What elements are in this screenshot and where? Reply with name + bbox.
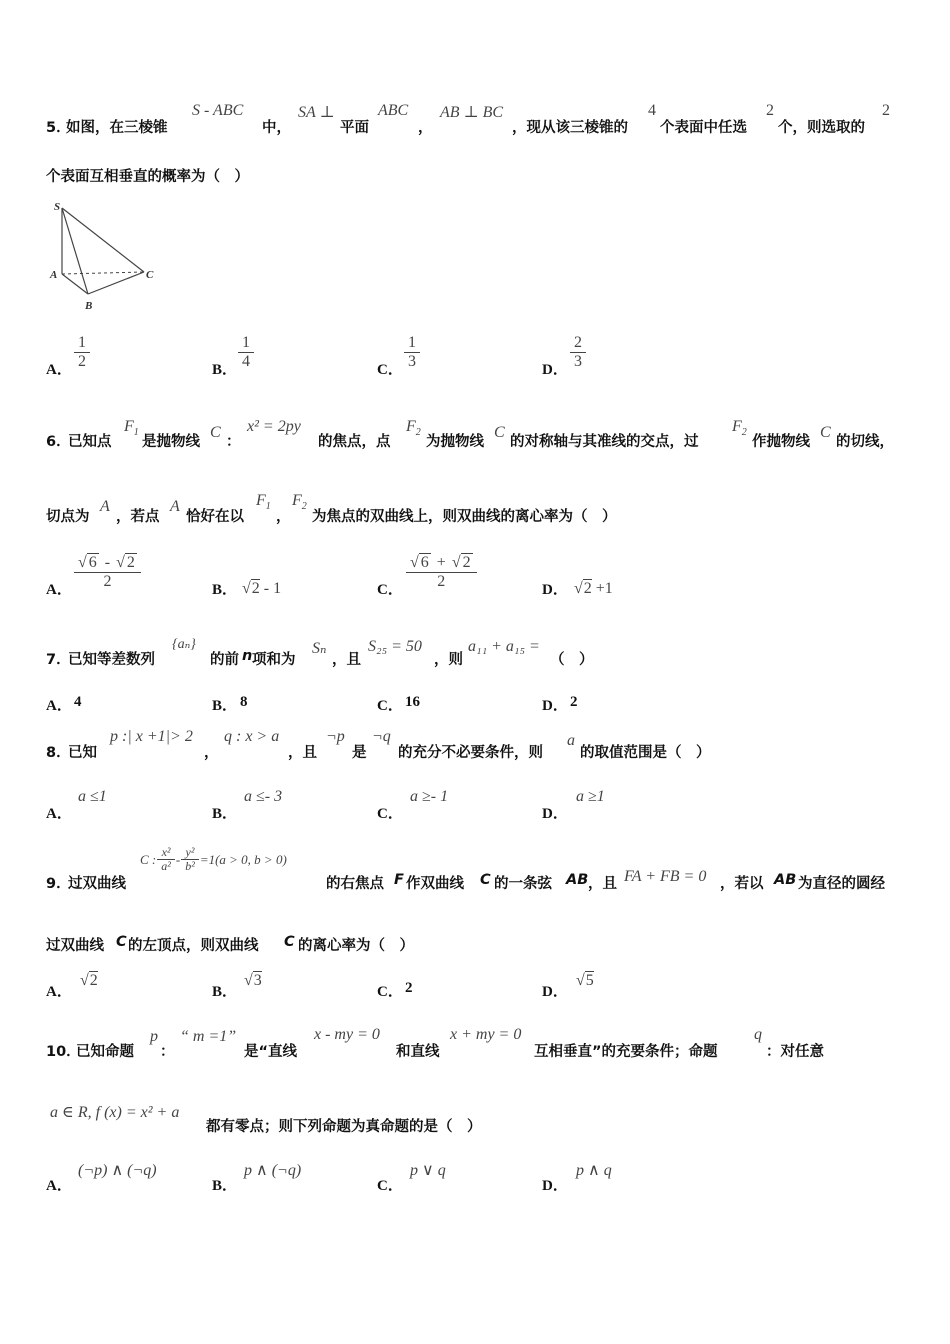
- q6-text-3: ：: [226, 434, 241, 450]
- q8-number: 8．: [46, 745, 71, 761]
- q6-text-4: 的焦点，点: [318, 434, 391, 450]
- q5-d-den: 3: [574, 352, 582, 370]
- q5-option-c-label[interactable]: C．: [377, 362, 403, 378]
- q5-b-den: 4: [242, 352, 250, 370]
- q7-option-c-label[interactable]: C．: [377, 698, 403, 714]
- q9-c-3: C: [284, 934, 295, 950]
- q10-text-6: ：对任意: [766, 1044, 824, 1060]
- q7-option-d-value[interactable]: 2: [570, 694, 578, 710]
- q7-sequence: {aₙ}: [172, 637, 196, 652]
- q8-option-b-label[interactable]: B．: [212, 806, 238, 822]
- q9-option-d-label[interactable]: D．: [542, 984, 568, 1000]
- q7-eq-1: S₂₅ = 50: [368, 638, 422, 655]
- q5-math-3: ABC: [378, 102, 409, 119]
- q7-option-b-label[interactable]: B．: [212, 698, 238, 714]
- q6-f1-2: $F_1$: [256, 492, 271, 513]
- q6-option-d-value[interactable]: √2 +1: [574, 580, 613, 597]
- q7-text-2: 的前: [210, 652, 239, 668]
- q5-option-c-value[interactable]: [406, 334, 418, 370]
- q5-option-d-value[interactable]: [572, 334, 584, 370]
- label-c: C: [146, 269, 154, 281]
- q10-option-c-label[interactable]: C．: [377, 1178, 403, 1194]
- q7-option-c-value[interactable]: 16: [405, 694, 420, 710]
- q9-c-2: C: [116, 934, 127, 950]
- q6-option-c-label[interactable]: C．: [377, 582, 403, 598]
- q9-text-1: 过双曲线: [68, 876, 126, 892]
- q10-option-b-label[interactable]: B．: [212, 1178, 238, 1194]
- q10-option-b-value[interactable]: p ∧ (¬q): [244, 1162, 302, 1179]
- q8-text-6: 的取值范围是（ ）: [580, 745, 711, 761]
- q5-d-num: 2: [574, 334, 582, 351]
- q10-option-d-value[interactable]: p ∧ q: [576, 1162, 612, 1179]
- q6-c-2: C: [494, 424, 505, 441]
- q9-number: 9．: [46, 876, 71, 892]
- q10-function: a ∈ R, f (x) = x² + a: [50, 1104, 180, 1121]
- q10-condition: “ m =1”: [180, 1028, 237, 1045]
- q7-eq-2: a₁₁ + a₁₅ =: [468, 638, 540, 655]
- q5-option-a-value[interactable]: [76, 334, 88, 370]
- q7-text-6: （ ）: [550, 652, 594, 668]
- q5-math-7: 2: [882, 102, 890, 119]
- q9-option-b-value[interactable]: √3: [244, 972, 262, 989]
- q6-option-a-label[interactable]: A．: [46, 582, 72, 598]
- edge-sc: [62, 208, 144, 272]
- q10-text-7: 都有零点；则下列命题为真命题的是（ ）: [206, 1119, 482, 1135]
- q5-text-2: 中，: [262, 120, 291, 136]
- q9-text-3: 作双曲线: [406, 876, 464, 892]
- q9-text-5: ，且: [588, 876, 617, 892]
- q5-math-2: SA ⊥: [298, 104, 335, 121]
- q6-text-10: ，若点: [116, 509, 160, 525]
- q6-text-5: 为抛物线: [426, 434, 484, 450]
- q6-option-b-label[interactable]: B．: [212, 582, 238, 598]
- q5-text-1: 如图，在三棱锥: [66, 120, 168, 136]
- q6-option-d-label[interactable]: D．: [542, 582, 568, 598]
- q5-c-den: 3: [408, 352, 416, 370]
- q8-not-p: ¬p: [326, 728, 345, 745]
- q10-text-1: 已知命题: [76, 1044, 134, 1060]
- q5-option-b-value[interactable]: [240, 334, 252, 370]
- q10-q: q: [754, 1026, 762, 1043]
- q9-option-c-value[interactable]: 2: [405, 980, 413, 996]
- q6-a-2: A: [170, 498, 180, 515]
- q8-text-1: 已知: [68, 745, 97, 761]
- q5-math-4: AB ⊥ BC: [440, 104, 504, 121]
- q7-n: n: [242, 648, 253, 664]
- q5-text-8: 个表面互相垂直的概率为（ ）: [46, 169, 249, 185]
- q5-math-6: 2: [766, 102, 774, 119]
- q7-text-3: 项和为: [252, 652, 296, 668]
- q9-text-9: 的左顶点，则双曲线: [128, 938, 259, 954]
- q5-option-b-label[interactable]: B．: [212, 362, 238, 378]
- q6-f2-3: $F_2$: [292, 492, 307, 513]
- q6-number: 6．: [46, 434, 71, 450]
- q9-option-a-label[interactable]: A．: [46, 984, 72, 1000]
- q10-line-2: x + my = 0: [450, 1026, 522, 1043]
- q9-option-c-label[interactable]: C．: [377, 984, 403, 1000]
- q6-f2-2: $F_2$: [732, 418, 747, 439]
- q5-text-4: ，: [418, 120, 433, 136]
- q5-option-a-label[interactable]: A．: [46, 362, 72, 378]
- q8-text-5: 的充分不必要条件，则: [398, 745, 543, 761]
- pyramid-figure: [48, 196, 160, 316]
- q8-text-2: ，: [204, 745, 219, 761]
- q5-text-3: 平面: [340, 120, 369, 136]
- q8-p: p :| x +1|> 2: [110, 728, 193, 745]
- edge-ac-hidden: [62, 272, 144, 274]
- q7-text-4: ，且: [332, 652, 361, 668]
- q8-q: q : x > a: [224, 728, 280, 745]
- q6-text-8: 的切线，: [836, 434, 894, 450]
- q7-option-d-label[interactable]: D．: [542, 698, 568, 714]
- q9-text-2: 的右焦点: [326, 876, 384, 892]
- q10-option-a-value[interactable]: (¬p) ∧ (¬q): [78, 1162, 157, 1179]
- q5-a-num: 1: [78, 334, 86, 351]
- q8-option-d-label[interactable]: D．: [542, 806, 568, 822]
- q8-option-a-value[interactable]: a ≤1: [78, 788, 107, 805]
- q9-option-b-label[interactable]: B．: [212, 984, 238, 1000]
- q6-f2-1: $F_2$: [406, 418, 421, 439]
- q9-c-1: C: [480, 872, 491, 888]
- q10-text-5: 互相垂直”的充要条件；命题: [534, 1044, 718, 1060]
- q5-b-num: 1: [242, 334, 250, 351]
- q9-ab-1: AB: [566, 872, 589, 888]
- q10-option-a-label[interactable]: A．: [46, 1178, 72, 1194]
- q6-option-a-value[interactable]: √ 6 - √ 2 2: [76, 554, 139, 590]
- q6-text-2: 是抛物线: [142, 434, 200, 450]
- q9-text-8: 过双曲线: [46, 938, 104, 954]
- q6-text-6: 的对称轴与其准线的交点，过: [510, 434, 699, 450]
- q7-option-a-value[interactable]: 4: [74, 694, 82, 710]
- q6-a-1: A: [100, 498, 110, 515]
- q5-number: 5．: [46, 120, 71, 136]
- edge-sb: [62, 208, 88, 294]
- q7-number: 7．: [46, 652, 71, 668]
- q7-sn: Sₙ: [312, 640, 327, 657]
- q6-option-c-value[interactable]: √ 6 + √ 2 2: [408, 554, 475, 590]
- q7-text-5: ，则: [434, 652, 463, 668]
- q9-f: F: [394, 872, 404, 888]
- q5-text-5: ，现从该三棱锥的: [512, 120, 628, 136]
- q8-option-b-value[interactable]: a ≤- 3: [244, 788, 283, 805]
- q5-a-den: 2: [78, 352, 86, 370]
- edge-ab: [62, 274, 88, 294]
- q8-not-q: ¬q: [372, 728, 391, 745]
- q10-number: 10．: [46, 1044, 81, 1060]
- q5-text-7: 个，则选取的: [778, 120, 865, 136]
- q7-text-1: 已知等差数列: [68, 652, 155, 668]
- q9-option-d-value[interactable]: √5: [576, 972, 594, 989]
- q10-text-3: 是“直线: [244, 1044, 298, 1060]
- q9-text-4: 的一条弦: [494, 876, 552, 892]
- q8-text-3: ，且: [288, 745, 317, 761]
- q5-c-num: 1: [408, 334, 416, 351]
- q8-option-a-label[interactable]: A．: [46, 806, 72, 822]
- q8-option-c-value[interactable]: a ≥- 1: [410, 788, 449, 805]
- q10-text-4: 和直线: [396, 1044, 440, 1060]
- edge-bc: [88, 272, 144, 294]
- q6-c-1: C: [210, 424, 221, 441]
- q6-f1: $F_1$: [124, 418, 139, 439]
- q9-text-6: ，若以: [720, 876, 764, 892]
- q6-c-3: C: [820, 424, 831, 441]
- q9-hyperbola-eq: C : $\frac{\text{x²}}{\text{a²}}$ - $\frac{\text{y²}}{\text{b²}}$ =1(a > 0, b > 0): [140, 845, 287, 874]
- label-a: A: [50, 269, 58, 281]
- q10-p: p: [150, 1028, 158, 1045]
- q5-math-5: 4: [648, 102, 656, 119]
- q10-text-2: ：: [160, 1044, 175, 1060]
- q8-option-c-label[interactable]: C．: [377, 806, 403, 822]
- q5-option-d-label[interactable]: D．: [542, 362, 568, 378]
- q8-a: a: [567, 732, 575, 749]
- label-s: S: [54, 201, 61, 213]
- q10-option-c-value[interactable]: p ∨ q: [410, 1162, 446, 1179]
- q9-text-10: 的离心率为（ ）: [298, 938, 414, 954]
- q8-text-4: 是: [352, 745, 367, 761]
- q7-option-a-label[interactable]: A．: [46, 698, 72, 714]
- q6-text-7: 作抛物线: [752, 434, 810, 450]
- q6-parabola-eq: x² = 2py: [247, 418, 301, 435]
- q6-text-11: 恰好在以: [186, 509, 244, 525]
- q6-option-b-value[interactable]: √2 - 1: [242, 580, 282, 597]
- q9-ab-2: AB: [774, 872, 797, 888]
- q9-text-7: 为直径的圆经: [798, 876, 885, 892]
- q5-math-1: S - ABC: [192, 102, 244, 119]
- q9-option-a-value[interactable]: √2: [80, 972, 98, 989]
- q10-line-1: x - my = 0: [314, 1026, 380, 1043]
- q10-option-d-label[interactable]: D．: [542, 1178, 568, 1194]
- q8-option-d-value[interactable]: a ≥1: [576, 788, 605, 805]
- q7-option-b-value[interactable]: 8: [240, 694, 248, 710]
- label-b: B: [85, 300, 93, 312]
- q9-vector-eq: FA + FB = 0: [624, 868, 707, 885]
- q5-text-6: 个表面中任选: [660, 120, 747, 136]
- q6-text-12: ，: [276, 509, 291, 525]
- q6-text-13: 为焦点的双曲线上，则双曲线的离心率为（ ）: [312, 509, 617, 525]
- q6-text-1: 已知点: [68, 434, 112, 450]
- q6-text-9: 切点为: [46, 509, 90, 525]
